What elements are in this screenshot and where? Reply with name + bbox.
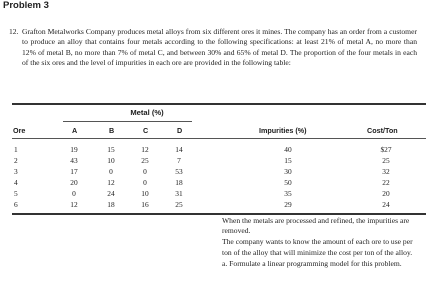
header-rule: [12, 138, 426, 139]
problem-statement: [9, 27, 417, 69]
impurities-cell: 15: [284, 156, 292, 165]
table-row: [0, 200, 438, 211]
metal-c-cell: 0: [143, 178, 147, 187]
problem-heading: Problem 3: [3, 0, 49, 11]
metal-b-cell: 0: [109, 167, 113, 176]
table-row: [0, 178, 438, 189]
ore-cell: 2: [14, 156, 18, 165]
metal-b-cell: 24: [107, 189, 115, 198]
ore-cell: 3: [14, 167, 18, 176]
table-bottom-rule: [12, 213, 426, 215]
metal-a-cell: 20: [70, 178, 78, 187]
table-row: [0, 156, 438, 167]
metal-a-cell: 43: [70, 156, 78, 165]
ore-cell: 1: [14, 145, 18, 154]
metal-b-cell: 18: [107, 200, 115, 209]
question-a: a. Formulate a linear programming model for this problem.: [222, 258, 402, 268]
impurities-cell: 35: [284, 189, 292, 198]
header-d: D: [177, 126, 183, 135]
ore-cell: 5: [14, 189, 18, 198]
metal-d-cell: 18: [175, 178, 183, 187]
cost-cell: 20: [382, 189, 390, 198]
metal-group-header: Metal (%): [130, 108, 164, 117]
cost-cell: 24: [382, 200, 390, 209]
impurities-cell: 40: [284, 145, 292, 154]
note-objective: The company wants to know the amount of each ore to use per ton of the alloy that will minimize the cost per ton of the alloy.: [222, 237, 413, 257]
header-c: C: [143, 126, 149, 135]
ore-cell: 4: [14, 178, 18, 187]
metal-c-cell: 10: [141, 189, 149, 198]
impurities-cell: 50: [284, 178, 292, 187]
cost-cell: 25: [382, 156, 390, 165]
metal-c-cell: 12: [141, 145, 149, 154]
ore-cell: 6: [14, 200, 18, 209]
cost-cell: 22: [382, 178, 390, 187]
metal-c-cell: 25: [141, 156, 149, 165]
metal-a-cell: 19: [70, 145, 78, 154]
table-top-rule: [12, 103, 426, 105]
cost-cell: 32: [382, 167, 390, 176]
problem-text: Grafton Metalworks Company produces metal alloys from six different ores it mines. The company has an order from a customer to produce an alloy that contains four metals according to the following specifications: at least 21% of metal A, no more than 12% of metal B, no more than 7% of metal C, and between 30% and 65% of metal D. The proportion of the four metals in each of the six ores and the level of impurities in each ore are provided in the following table:: [22, 27, 417, 68]
problem-number: 12.: [9, 27, 19, 36]
table-row: [0, 189, 438, 200]
metal-c-cell: 16: [141, 200, 149, 209]
impurities-cell: 30: [284, 167, 292, 176]
metal-a-cell: 12: [70, 200, 78, 209]
header-b: B: [109, 126, 115, 135]
cost-cell: $27: [380, 145, 392, 154]
metal-group-rule: [63, 121, 192, 122]
follow-up-text: [222, 216, 424, 270]
header-cost: Cost/Ton: [367, 126, 398, 135]
metal-b-cell: 15: [107, 145, 115, 154]
metal-d-cell: 14: [175, 145, 183, 154]
impurities-cell: 29: [284, 200, 292, 209]
note-impurities: When the metals are processed and refined, the impurities are removed.: [222, 216, 410, 236]
table-row: [0, 145, 438, 156]
metal-a-cell: 0: [72, 189, 76, 198]
table-row: [0, 167, 438, 178]
metal-a-cell: 17: [70, 167, 78, 176]
metal-c-cell: 0: [143, 167, 147, 176]
header-impurities: Impurities (%): [259, 126, 307, 135]
metal-d-cell: 53: [175, 167, 183, 176]
metal-d-cell: 31: [175, 189, 183, 198]
header-ore: Ore: [13, 126, 26, 135]
header-a: A: [72, 126, 78, 135]
metal-b-cell: 12: [107, 178, 115, 187]
metal-b-cell: 10: [107, 156, 115, 165]
metal-d-cell: 7: [177, 156, 181, 165]
metal-d-cell: 25: [175, 200, 183, 209]
